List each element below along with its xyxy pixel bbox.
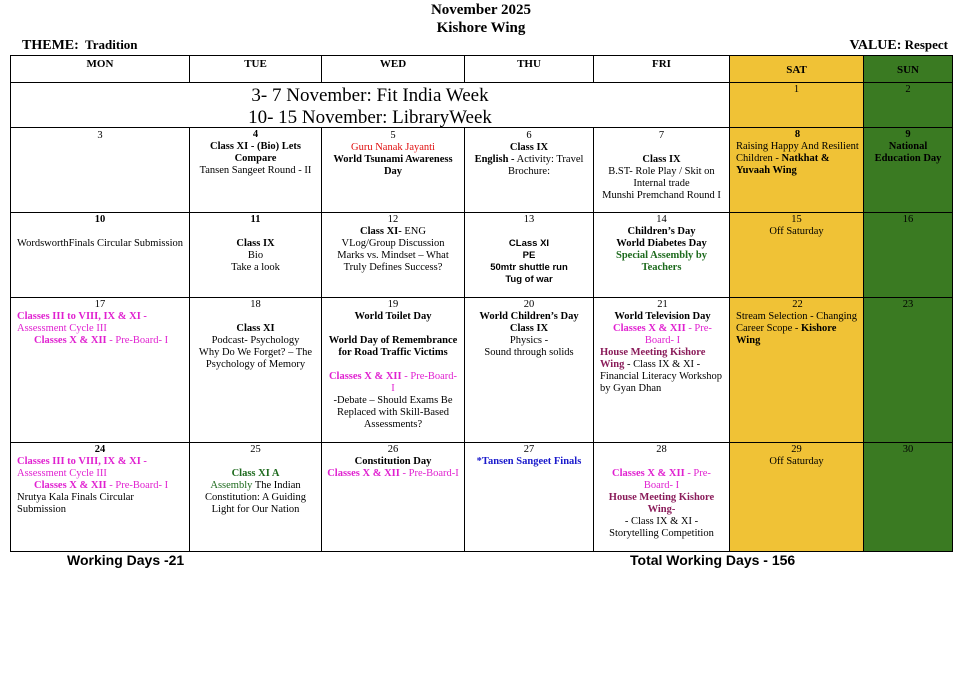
date-number: 24 bbox=[94, 444, 106, 455]
event-text: House Meeting Kishore Wing- bbox=[608, 492, 715, 515]
event-text: CLass XI bbox=[508, 238, 550, 249]
date-number: 2 bbox=[905, 84, 911, 95]
day-cell-22 bbox=[729, 297, 864, 443]
date-number: 28 bbox=[656, 444, 667, 455]
event-text: - Class IX & XI - Storytelling Competition bbox=[609, 516, 714, 539]
event-text bbox=[326, 226, 460, 238]
event-text: Assessment Cycle III bbox=[17, 468, 107, 479]
event-text: Tug of war bbox=[505, 274, 553, 285]
day-cell-8 bbox=[729, 127, 864, 213]
day-cell-13 bbox=[464, 212, 594, 298]
event-text: Class IX bbox=[236, 238, 275, 249]
event-text: Nrutya Kala Finals Circular Submission bbox=[17, 492, 134, 515]
day-cell-24 bbox=[10, 442, 190, 552]
event-text: Assembly bbox=[210, 480, 253, 491]
theme-label: THEME: bbox=[22, 38, 79, 53]
event-text: - Class IX & XI - Financial Literacy Workshop by Gyan Dhan bbox=[600, 359, 723, 394]
date-number: 23 bbox=[902, 299, 914, 310]
day-cell-3 bbox=[10, 127, 190, 213]
date-number: 20 bbox=[523, 299, 535, 310]
date-number: 29 bbox=[791, 444, 802, 455]
event-text: -Debate – Should Exams Be Replaced with Skill-Based Assessments? bbox=[333, 395, 453, 430]
date-number: 15 bbox=[791, 214, 802, 225]
event-text: Children’s Day bbox=[627, 226, 696, 237]
working-days: Working Days -21 bbox=[67, 552, 185, 568]
date-number: 1 bbox=[793, 84, 800, 95]
date-number: 6 bbox=[526, 130, 532, 141]
event-text: ENG bbox=[401, 226, 426, 237]
day-cell-29 bbox=[729, 442, 864, 552]
event-text: Class IX bbox=[642, 154, 681, 165]
event-text bbox=[600, 468, 723, 492]
event-text: Classes X & XII bbox=[612, 468, 685, 479]
total-working-days: Total Working Days - 156 bbox=[630, 552, 796, 568]
day-cell-27 bbox=[464, 442, 594, 552]
event-text: Assessment Cycle III bbox=[17, 323, 107, 334]
event-text bbox=[17, 335, 183, 347]
event-text: Physics - bbox=[509, 335, 549, 346]
event-text: World Diabetes Day bbox=[616, 238, 707, 249]
day-cell-26 bbox=[321, 442, 465, 552]
event-text bbox=[17, 480, 183, 492]
event-text: Bio bbox=[247, 250, 264, 261]
date-number: 14 bbox=[656, 214, 667, 225]
event-text: Sound through solids bbox=[484, 347, 574, 358]
day-cell-2 bbox=[863, 82, 953, 128]
date-number: 9 bbox=[905, 129, 911, 140]
date-number: 16 bbox=[902, 214, 914, 225]
event-text: Tansen Sangeet Round - II bbox=[199, 165, 312, 176]
banner-line-2: 10- 15 November: LibraryWeek bbox=[248, 107, 492, 128]
event-text: - Pre-Board-I bbox=[391, 371, 458, 394]
day-header-fri: FRI bbox=[593, 55, 730, 83]
day-header-mon: MON bbox=[10, 55, 190, 83]
calendar-subtitle: Kishore Wing bbox=[436, 20, 526, 36]
date-number: 21 bbox=[657, 299, 668, 310]
date-number: 7 bbox=[658, 130, 665, 141]
event-text: Podcast- Psychology bbox=[211, 335, 300, 346]
event-text bbox=[469, 154, 589, 178]
day-cell-14 bbox=[593, 212, 730, 298]
date-number: 13 bbox=[523, 214, 535, 225]
day-cell-17 bbox=[10, 297, 190, 443]
event-text: World Day of Remembrance for Road Traffic Victims bbox=[328, 335, 458, 358]
theme-value: Tradition bbox=[85, 37, 138, 52]
event-text: VLog/Group Discussion bbox=[341, 238, 445, 249]
event-text: Munshi Premchand Round I bbox=[602, 190, 721, 201]
day-cell-7 bbox=[593, 127, 730, 213]
event-text: World Tsunami Awareness Day bbox=[333, 154, 453, 177]
event-text: Class IX bbox=[509, 142, 549, 153]
event-text: Classes III to VIII, IX & XI - bbox=[17, 456, 147, 467]
event-text: Class XI- bbox=[360, 226, 402, 237]
event-text: - Pre-Board- I bbox=[643, 468, 711, 491]
day-header-thu: THU bbox=[464, 55, 594, 83]
event-text: - Pre-Board- I bbox=[644, 323, 712, 346]
event-text: B.ST- Role Play / Skit on Internal trade bbox=[608, 166, 715, 189]
event-text bbox=[600, 347, 725, 395]
day-cell-5 bbox=[321, 127, 465, 213]
date-number: 3 bbox=[97, 130, 103, 141]
event-text: Classes X & XII bbox=[328, 371, 402, 382]
date-number: 25 bbox=[250, 444, 261, 455]
event-text: Special Assembly by Teachers bbox=[615, 250, 707, 273]
event-text: Class IX bbox=[509, 323, 549, 334]
day-header-sat: SAT bbox=[729, 55, 864, 83]
date-number: 4 bbox=[252, 129, 259, 140]
event-text: Marks vs. Mindset – What Truly Defines Success? bbox=[337, 250, 449, 273]
date-number: 10 bbox=[94, 214, 106, 225]
event-text: Off Saturday bbox=[769, 226, 824, 237]
event-text: Class XI A bbox=[231, 468, 280, 479]
event-text: Classes III to VIII, IX & XI - bbox=[17, 311, 147, 322]
date-number: 5 bbox=[390, 130, 396, 141]
event-text: PE bbox=[522, 250, 536, 261]
day-cell-28 bbox=[593, 442, 730, 552]
date-number: 30 bbox=[902, 444, 914, 455]
event-text: Class XI bbox=[236, 323, 275, 334]
day-cell-12 bbox=[321, 212, 465, 298]
date-number: 22 bbox=[792, 299, 803, 310]
day-cell-1 bbox=[729, 82, 864, 128]
day-cell-18 bbox=[189, 297, 322, 443]
date-number: 18 bbox=[250, 299, 261, 310]
event-text: Classes X & XII bbox=[327, 468, 400, 479]
value-value: Respect bbox=[904, 37, 948, 52]
value-label: VALUE: bbox=[849, 38, 902, 53]
event-text bbox=[736, 311, 859, 347]
day-cell-15 bbox=[729, 212, 864, 298]
theme-line bbox=[22, 37, 138, 54]
event-text: - Pre-Board- I bbox=[106, 480, 169, 491]
event-text: Classes X & XII bbox=[613, 323, 686, 334]
day-cell-10 bbox=[10, 212, 190, 298]
event-text: Class XI - (Bio) Lets Compare bbox=[210, 141, 301, 164]
event-text: Raising Happy And Resilient Children - bbox=[736, 141, 859, 164]
event-text: - Pre-Board- I bbox=[106, 335, 169, 346]
event-text: World Toilet Day bbox=[354, 311, 432, 322]
day-cell-16 bbox=[863, 212, 953, 298]
event-text: Take a look bbox=[231, 262, 280, 273]
event-text bbox=[736, 141, 859, 177]
date-number: 19 bbox=[387, 299, 399, 310]
calendar-title: November 2025 bbox=[430, 2, 532, 18]
day-header-wed: WED bbox=[321, 55, 465, 83]
date-number: 17 bbox=[94, 299, 106, 310]
day-cell-21 bbox=[593, 297, 730, 443]
event-text: Activity: Travel Brochure: bbox=[508, 154, 584, 177]
day-header-sun: SUN bbox=[863, 55, 953, 83]
event-text: Kishore Wing bbox=[736, 323, 837, 346]
day-cell-19 bbox=[321, 297, 465, 443]
event-text bbox=[600, 323, 725, 347]
day-cell-11 bbox=[189, 212, 322, 298]
day-cell-30 bbox=[863, 442, 953, 552]
event-text: Stream Selection - Changing Career Scope - bbox=[736, 311, 858, 334]
event-text: Guru Nanak Jayanti bbox=[351, 142, 435, 153]
event-text: - Pre-Board-I bbox=[399, 468, 459, 479]
event-text: Classes X & XII bbox=[34, 335, 107, 346]
event-text: English - bbox=[474, 154, 515, 165]
week-banner bbox=[10, 82, 730, 128]
event-text: WordsworthFinals Circular Submission bbox=[17, 238, 183, 249]
event-text: Constitution Day bbox=[354, 456, 432, 467]
date-number: 27 bbox=[523, 444, 535, 455]
date-number: 26 bbox=[387, 444, 399, 455]
value-line bbox=[850, 37, 948, 54]
date-number: 11 bbox=[250, 214, 261, 225]
day-cell-23 bbox=[863, 297, 953, 443]
event-text: World Children’s Day bbox=[479, 311, 579, 322]
event-text bbox=[326, 468, 460, 480]
event-text: Off Saturday bbox=[769, 456, 824, 467]
event-text: The Indian Constitution: A Guiding Light for Our Nation bbox=[205, 480, 306, 515]
event-text bbox=[328, 371, 458, 395]
date-number: 12 bbox=[387, 214, 399, 225]
event-text: *Tansen Sangeet Finals bbox=[476, 456, 582, 467]
event-text: Classes X & XII bbox=[34, 480, 107, 491]
event-text bbox=[194, 480, 317, 516]
day-cell-25 bbox=[189, 442, 322, 552]
event-text: Why Do We Forget? – The Psychology of Memory bbox=[198, 347, 313, 370]
day-cell-20 bbox=[464, 297, 594, 443]
banner-line-1: 3- 7 November: Fit India Week bbox=[251, 85, 489, 106]
day-cell-4 bbox=[189, 127, 322, 213]
day-cell-9 bbox=[863, 127, 953, 213]
date-number: 8 bbox=[794, 129, 801, 140]
day-cell-6 bbox=[464, 127, 594, 213]
event-text: 50mtr shuttle run bbox=[490, 262, 568, 273]
event-text: House Meeting Kishore Wing bbox=[600, 347, 706, 370]
event-text: World Television Day bbox=[614, 311, 711, 322]
event-text: National Education Day bbox=[874, 141, 942, 164]
event-text: Natkhat & Yuvaah Wing bbox=[736, 153, 830, 176]
day-header-tue: TUE bbox=[189, 55, 322, 83]
